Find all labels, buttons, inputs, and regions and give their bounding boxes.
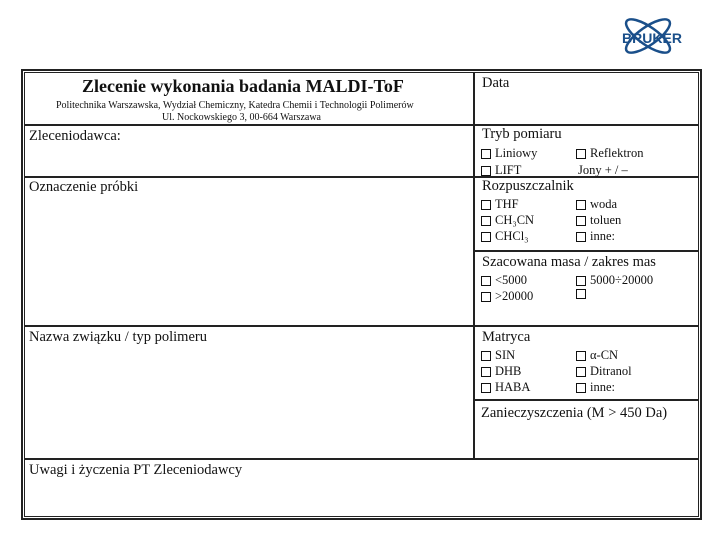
checkbox[interactable] <box>481 200 491 210</box>
client-label: Zleceniodawca: <box>29 128 121 144</box>
address-line: Ul. Nockowskiego 3, 00-664 Warszawa <box>162 112 321 123</box>
checkbox[interactable] <box>481 367 491 377</box>
checkbox[interactable] <box>576 289 586 299</box>
solvent-label: Rozpuszczalnik <box>482 178 574 194</box>
mode-option-linear[interactable]: Liniowy <box>481 146 537 161</box>
date-label: Data <box>482 75 510 91</box>
mass-option-5000-20000[interactable]: 5000÷20000 <box>576 273 653 288</box>
solvent-option-toluene[interactable]: toluen <box>576 213 621 228</box>
matrix-option-sin[interactable]: SIN <box>481 348 515 363</box>
checkbox[interactable] <box>576 200 586 210</box>
compound-label: Nazwa związku / typ polimeru <box>29 329 207 345</box>
impurities-label: Zanieczyszczenia (M > 450 Da) <box>481 405 668 421</box>
mass-label: Szacowana masa / zakres mas <box>482 254 656 270</box>
mode-label: Tryb pomiaru <box>482 126 562 142</box>
checkbox[interactable] <box>576 276 586 286</box>
checkbox[interactable] <box>481 383 491 393</box>
checkbox[interactable] <box>576 351 586 361</box>
checkbox[interactable] <box>481 232 491 242</box>
checkbox[interactable] <box>481 276 491 286</box>
matrix-option-dhb[interactable]: DHB <box>481 364 521 379</box>
mass-option-above-20000[interactable]: >20000 <box>481 289 533 304</box>
solvent-option-thf[interactable]: THF <box>481 197 519 212</box>
mode-option-reflectron[interactable]: Reflektron <box>576 146 643 161</box>
matrix-option-ditranol[interactable]: Ditranol <box>576 364 632 379</box>
matrix-option-acn[interactable]: α-CN <box>576 348 618 363</box>
sample-label: Oznaczenie próbki <box>29 179 139 195</box>
checkbox[interactable] <box>576 367 586 377</box>
matrix-option-other[interactable]: inne: <box>576 380 615 395</box>
solvent-option-acetonitrile[interactable]: CH₃CN <box>481 213 534 228</box>
mass-option-below-5000[interactable]: <5000 <box>481 273 527 288</box>
checkbox[interactable] <box>481 292 491 302</box>
matrix-option-haba[interactable]: HABA <box>481 380 530 395</box>
mode-option-lift[interactable]: LIFT <box>481 163 521 178</box>
mass-option-blank[interactable] <box>576 289 590 299</box>
mode-ions: Jony + / – <box>578 163 628 177</box>
remarks-label: Uwagi i życzenia PT Zleceniodawcy <box>29 462 243 478</box>
institution-line: Politechnika Warszawska, Wydział Chemiczny, Katedra Chemii i Technologii Polimerów <box>56 100 414 111</box>
form-title: Zlecenie wykonania badania MALDI-ToF <box>82 76 404 96</box>
checkbox[interactable] <box>576 216 586 226</box>
logo-text: BRUKER <box>622 30 682 46</box>
checkbox[interactable] <box>576 383 586 393</box>
matrix-label: Matryca <box>482 329 531 345</box>
checkbox[interactable] <box>481 216 491 226</box>
solvent-option-water[interactable]: woda <box>576 197 617 212</box>
checkbox[interactable] <box>576 149 586 159</box>
solvent-option-other[interactable]: inne: <box>576 229 615 244</box>
checkbox[interactable] <box>481 149 491 159</box>
solvent-option-chloroform[interactable]: CHCl₃ <box>481 229 529 244</box>
checkbox[interactable] <box>481 351 491 361</box>
atom-orbit-icon <box>606 8 698 70</box>
bruker-logo <box>606 8 698 70</box>
checkbox[interactable] <box>576 232 586 242</box>
checkbox[interactable] <box>481 166 491 176</box>
